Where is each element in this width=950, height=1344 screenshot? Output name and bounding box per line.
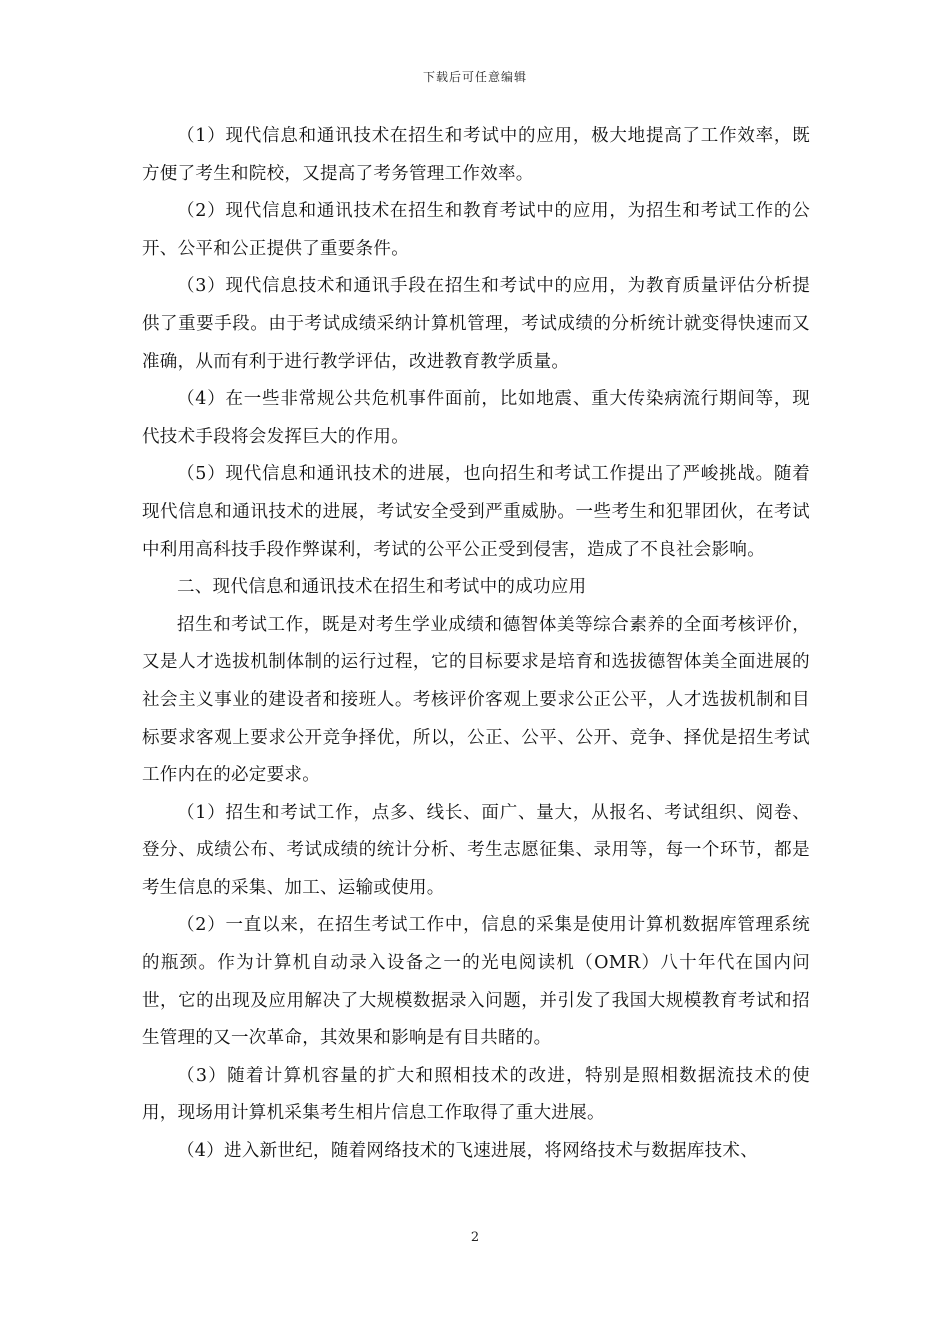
page-header: 下载后可任意编辑 — [422, 70, 527, 84]
paragraph-5: （5）现代信息和通讯技术的进展，也向招生和考试工作提出了严峻挑战。随着现代信息和通讯技术的进展，考试安全受到严重威胁。一些考生和犯罪团伙，在考试中利用高科技手段作弊谋利，考试的公平公正受到侵害，造成了不良社会影响。 — [142, 464, 810, 560]
paragraph-6: 招生和考试工作，既是对考生学业成绩和德智体美等综合素养的全面考核评价，又是人才选拔机制体制的运行过程，它的目标要求是培育和选拔德智体美全面进展的社会主义事业的建设者和接班人。考核评价客观上要求公正公平，人才选拔机制和目标要求客观上要求公开竞争择优，所以，公正、公平、公开、竞争、择优是招生考试工作内在的必定要求。 — [142, 614, 810, 786]
paragraph-1: （1）现代信息和通讯技术在招生和考试中的应用，极大地提高了工作效率，既方便了考生和院校，又提高了考务管理工作效率。 — [142, 126, 810, 184]
paragraph-3: （3）现代信息技术和通讯手段在招生和考试中的应用，为教育质量评估分析提供了重要手段。由于考试成绩采纳计算机管理，考试成绩的分析统计就变得快速而又准确，从而有利于进行教学评估，改进教育教学质量。 — [142, 276, 810, 372]
document-body — [142, 118, 810, 1171]
paragraph-8: （2）一直以来，在招生考试工作中，信息的采集是使用计算机数据库管理系统的瓶颈。作为计算机自动录入设备之一的光电阅读机（OMR）八十年代在国内问世，它的出现及应用解决了大规模数据录入问题，并引发了我国大规模教育考试和招生管理的又一次革命，其效果和影响是有目共睹的。 — [142, 915, 810, 1049]
page-number: 2 — [470, 1230, 480, 1245]
paragraph-10: （4）进入新世纪，随着网络技术的飞速进展，将网络技术与数据库技术、 — [177, 1141, 759, 1162]
paragraph-2: （2）现代信息和通讯技术在招生和教育考试中的应用，为招生和考试工作的公开、公平和公正提供了重要条件。 — [142, 201, 810, 259]
paragraph-9: （3）随着计算机容量的扩大和照相技术的改进，特别是照相数据流技术的使用，现场用计算机采集考生相片信息工作取得了重大进展。 — [142, 1065, 810, 1124]
paragraph-7: （1）招生和考试工作，点多、线长、面广、量大，从报名、考试组织、阅卷、登分、成绩公布、考试成绩的统计分析、考生志愿征集、录用等，每一个环节，都是考生信息的采集、加工、运输或使用。 — [142, 802, 810, 898]
section-heading: 二、现代信息和通讯技术在招生和考试中的成功应用 — [177, 577, 587, 598]
paragraph-4: （4）在一些非常规公共危机事件面前，比如地震、重大传染病流行期间等，现代技术手段将会发挥巨大的作用。 — [142, 389, 810, 447]
